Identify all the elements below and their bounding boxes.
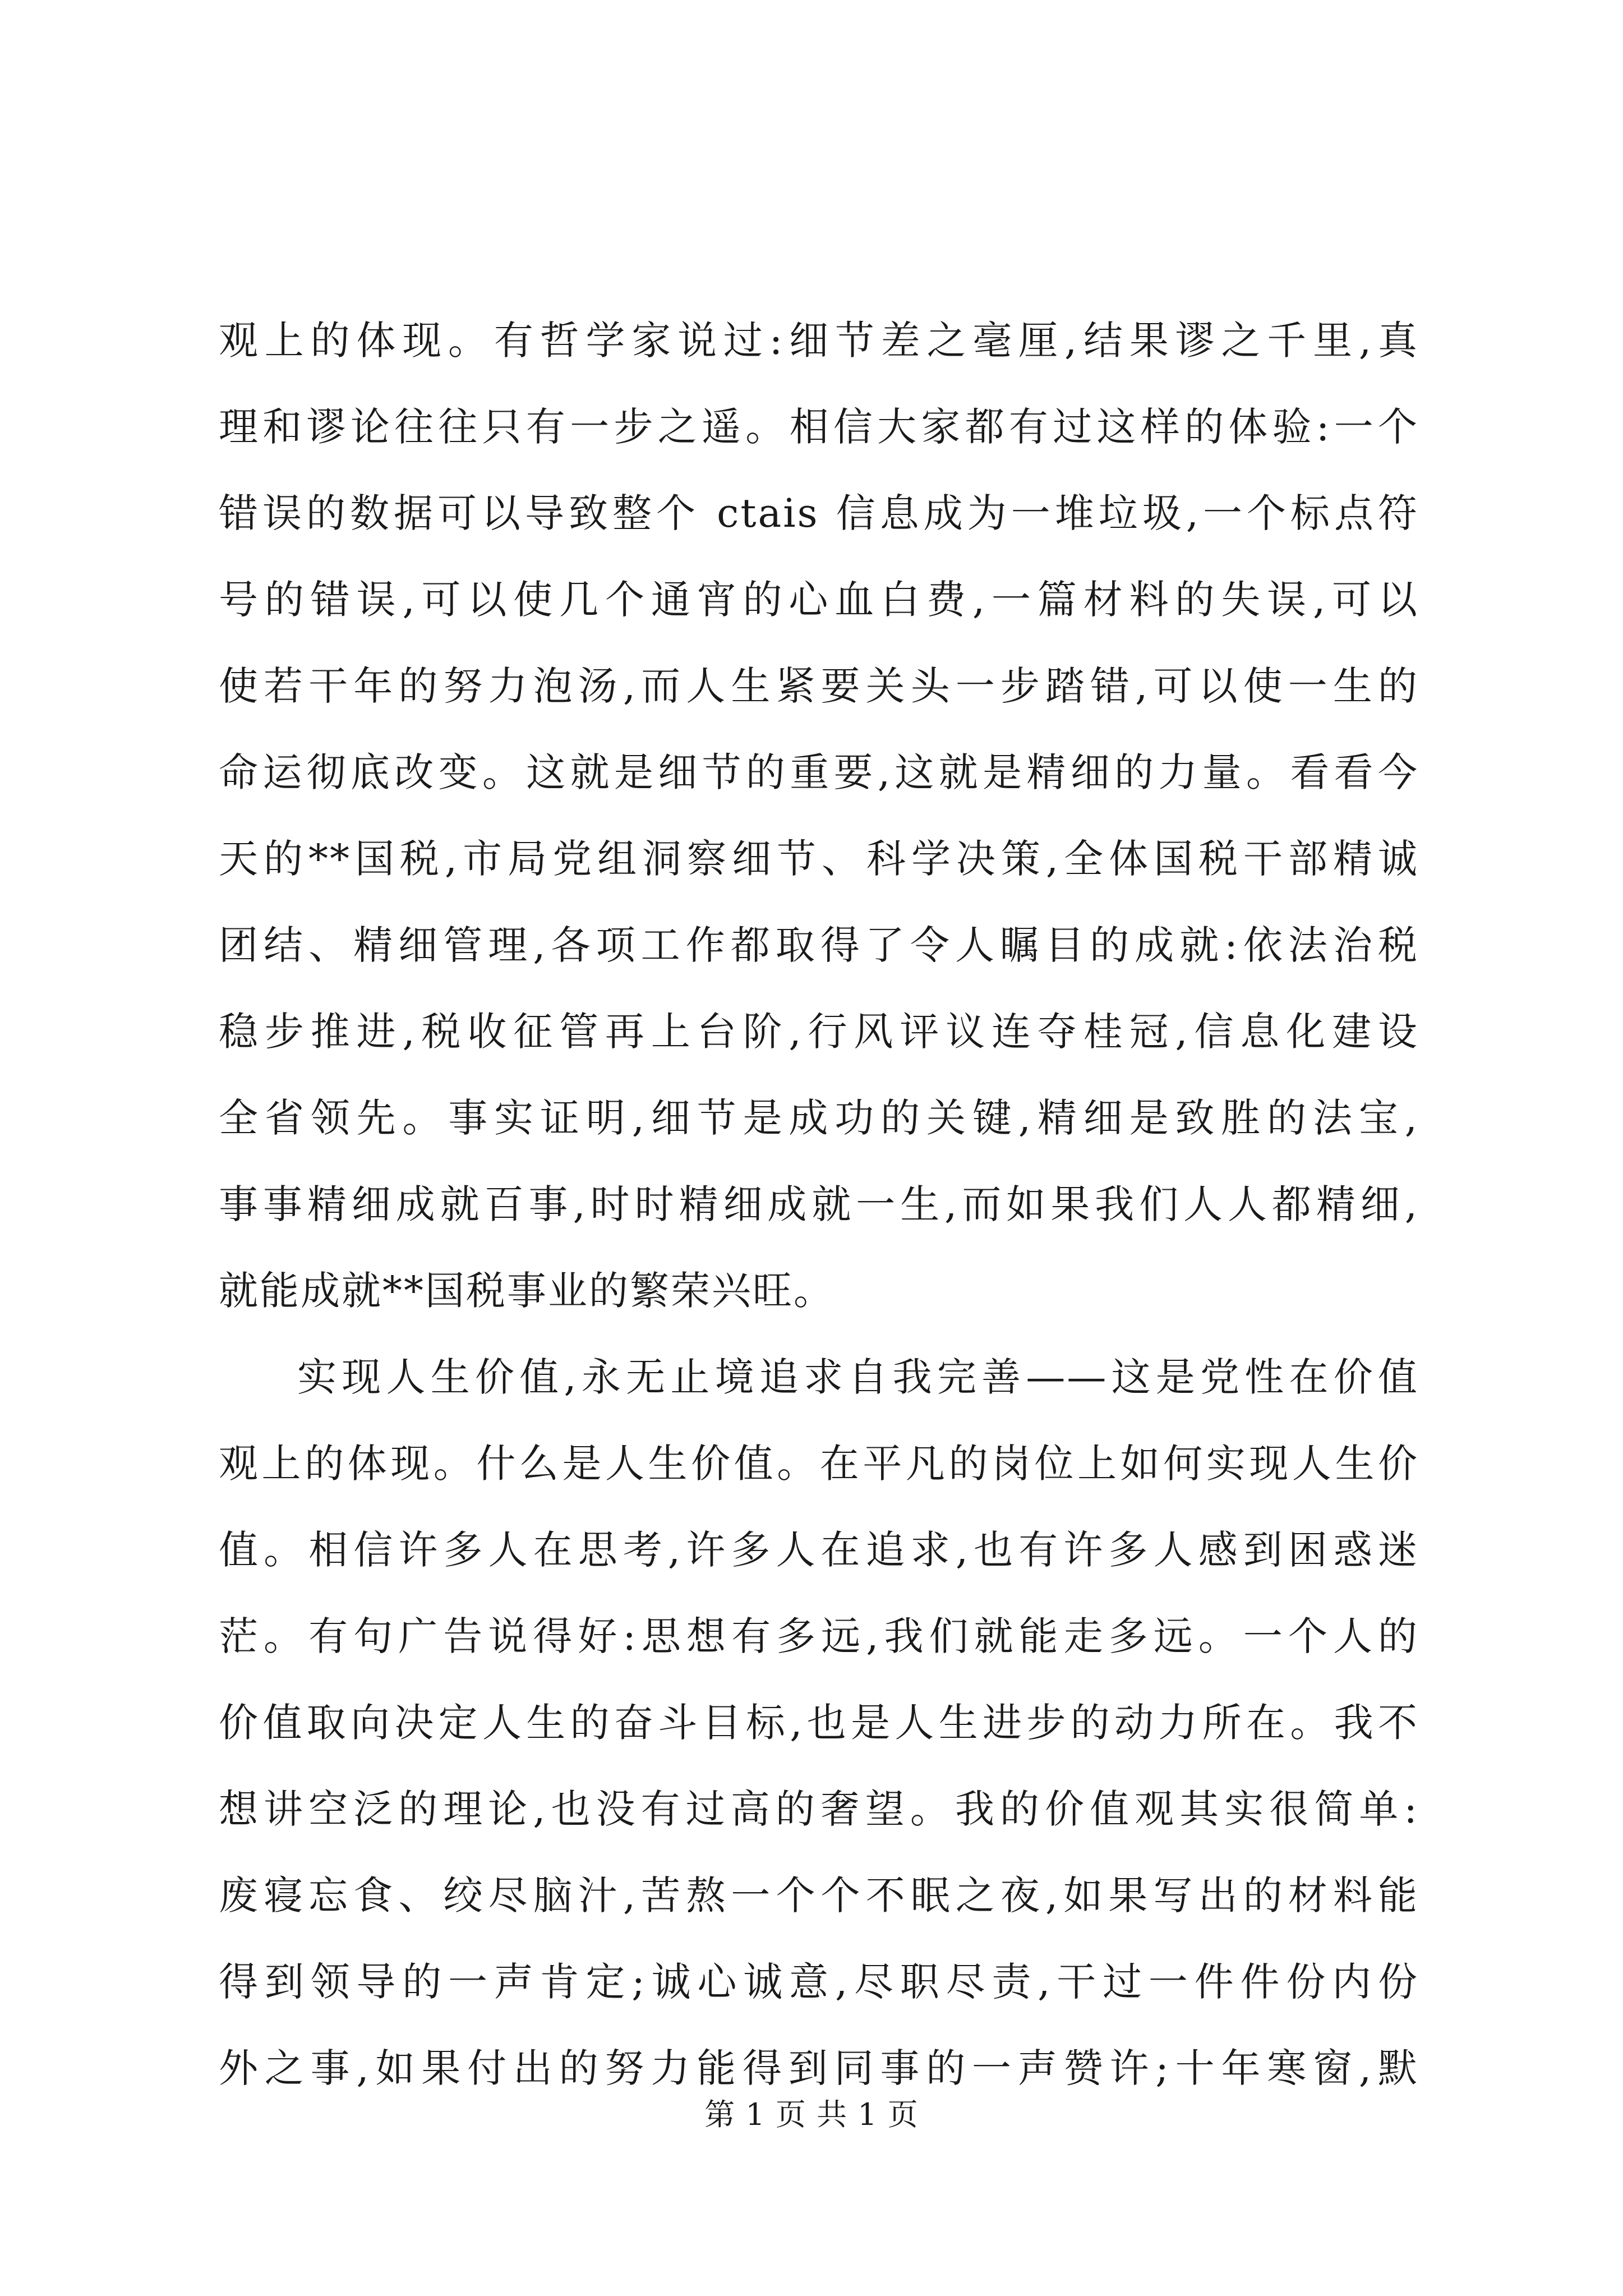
text-line: 命运彻底改变。这就是细节的重要,这就是精细的力量。看看今 — [219, 749, 1419, 795]
text-line: 事事精细成就百事,时时精细成就一生,而如果我们人人都精细, — [219, 1181, 1419, 1227]
text-line: 天的**国税,市局党组洞察细节、科学决策,全体国税干部精诚 — [219, 836, 1419, 882]
text-line: 想讲空泛的理论,也没有过高的奢望。我的价值观其实很简单: — [219, 1786, 1419, 1832]
page-footer — [0, 2095, 1623, 2134]
text-line: 观上的体现。什么是人生价值。在平凡的岗位上如何实现人生价 — [219, 1441, 1419, 1487]
text-line: 值。相信许多人在思考,许多人在追求,也有许多人感到困惑迷 — [219, 1527, 1419, 1573]
text-line: 就能成就**国税事业的繁荣兴旺。 — [219, 1268, 834, 1314]
text-line: 稳步推进,税收征管再上台阶,行风评议连夺桂冠,信息化建设 — [219, 1009, 1419, 1055]
text-line: 错误的数据可以导致整个 ctais 信息成为一堆垃圾,一个标点符 — [219, 490, 1419, 536]
page-number-label: 第 1 页 共 1 页 — [704, 2097, 919, 2132]
text-line: 外之事,如果付出的努力能得到同事的一声赞许;十年寒窗,默 — [219, 2045, 1419, 2091]
text-line: 得到领导的一声肯定;诚心诚意,尽职尽责,干过一件件份内份 — [219, 1959, 1419, 2005]
text-line: 茫。有句广告说得好:思想有多远,我们就能走多远。一个人的 — [219, 1613, 1419, 1659]
text-line: 废寝忘食、绞尽脑汁,苦熬一个个不眠之夜,如果写出的材料能 — [219, 1872, 1419, 1918]
text-line: 团结、精细管理,各项工作都取得了令人瞩目的成就:依法治税 — [219, 922, 1419, 968]
paragraph-first-line: 实现人生价值,永无止境追求自我完善——这是党性在价值 — [297, 1354, 1419, 1400]
text-line: 使若干年的努力泡汤,而人生紧要关头一步踏错,可以使一生的 — [219, 663, 1419, 709]
text-line: 价值取向决定人生的奋斗目标,也是人生进步的动力所在。我不 — [219, 1700, 1419, 1746]
text-line: 观上的体现。有哲学家说过:细节差之毫厘,结果谬之千里,真 — [219, 318, 1419, 364]
text-line: 理和谬论往往只有一步之遥。相信大家都有过这样的体验:一个 — [219, 404, 1419, 450]
document-body — [219, 297, 1419, 2111]
text-line: 号的错误,可以使几个通宵的心血白费,一篇材料的失误,可以 — [219, 577, 1419, 623]
text-line: 全省领先。事实证明,细节是成功的关键,精细是致胜的法宝, — [219, 1095, 1419, 1141]
